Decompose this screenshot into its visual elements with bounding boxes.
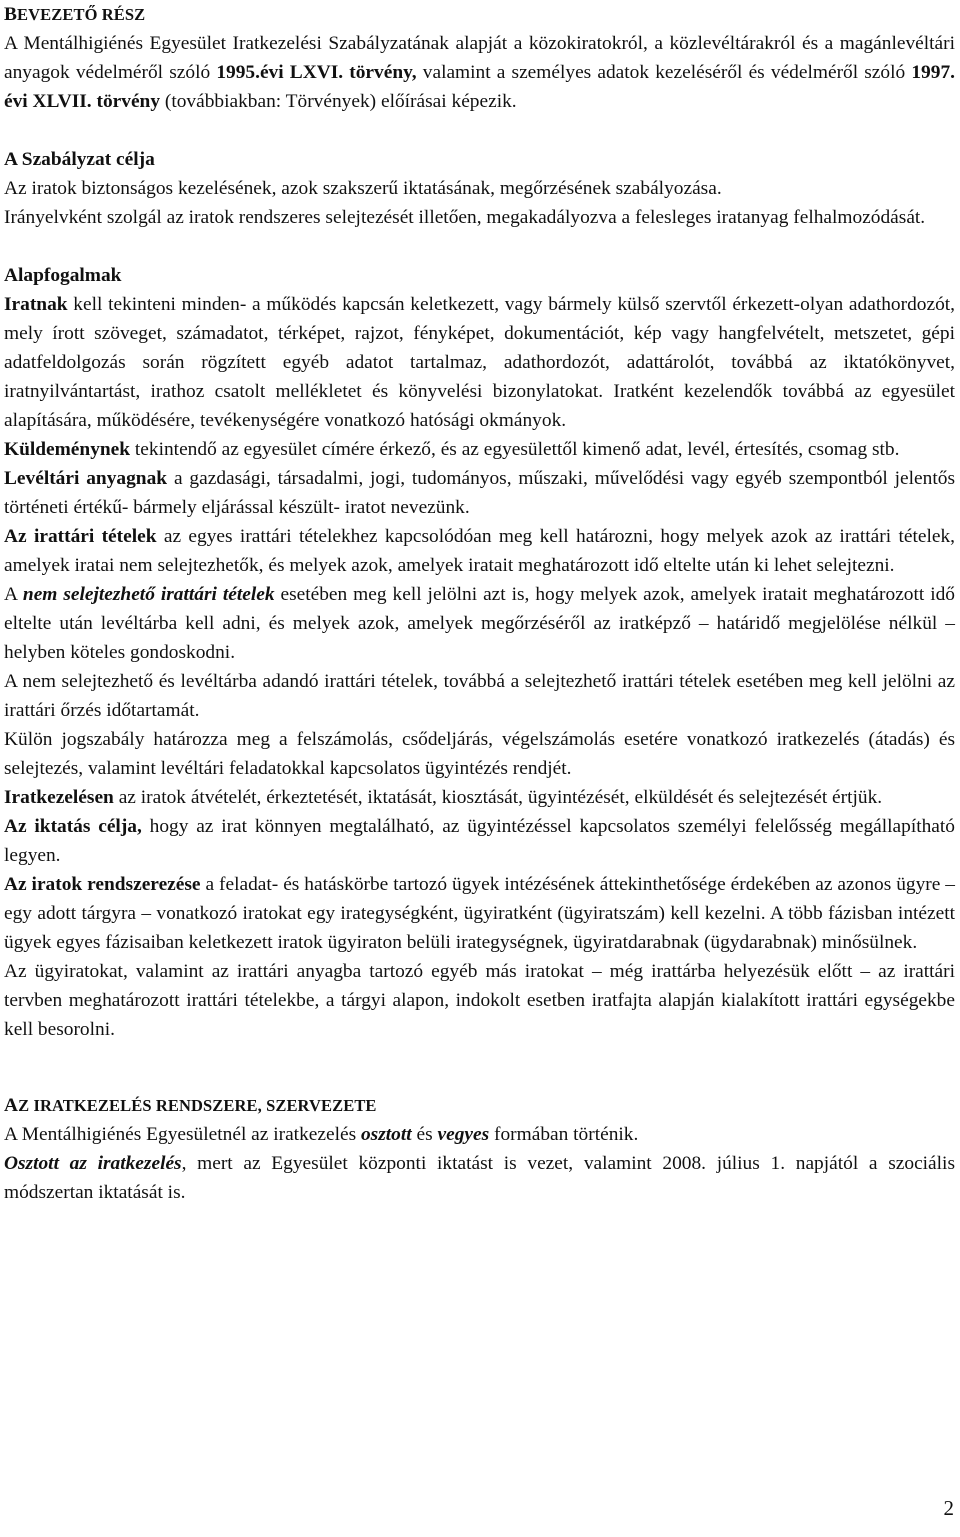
system-text-3: formában történik. [489,1124,639,1145]
concept-kuldemeny [4,435,955,464]
intro-heading-cap: B [4,4,18,25]
system-text-4: , mert az Egyesület központi iktatást is vezet, valamint 2008. július 1. napjától a szociális módszertan iktatását is. [4,1153,955,1203]
system-osztott: osztott [360,1124,412,1145]
purpose-paragraph-1: Az iratok biztonságos kezelésének, azok szakszerű iktatásának, megőrzésének szabályozása. [4,178,722,199]
system-heading [4,1091,955,1120]
concept-iratkezeles-text: az iratok átvételét, érkeztetését, iktatását, kiosztását, ügyintézését, elküldését és selejtezését értjük. [113,787,883,808]
intro-heading-rest: EVEZETŐ RÉSZ [17,5,146,24]
term-nem-selejtezheto: nem selejtezhető irattári tételek [22,584,275,605]
concept-orzes-idotartam: A nem selejtezhető és levéltárba adandó irattári tételek, továbbá a selejtezhető irattári tételek esetében meg kell jelölni az irattári őrzés időtartamát. [4,671,955,721]
term-iratnak: Iratnak [4,294,68,315]
concept-besorolas: Az ügyiratokat, valamint az irattári anyagba tartozó egyéb más iratokat – még irattárba helyezésük előtt – az irattári tervben meghatározott irattári tételekbe, a tárgyi alapon, indokolt esetben iratfajta alapján kialakított irattári egységekbe kell besorolni. [4,961,955,1040]
concept-iratkezeles [4,783,955,812]
term-iratkezelesen: Iratkezelésen [4,787,114,808]
term-leveltari-anyagnak: Levéltári anyagnak [4,468,168,489]
term-kuldemenynek: Küldeménynek [4,439,131,460]
purpose-heading [4,145,955,174]
concept-nem-selejtezheto-pre: A [4,584,23,605]
system-paragraph-2 [4,1149,955,1207]
system-heading-rest-1: Z IRATKEZELÉS RENDSZERE [18,1096,258,1115]
system-text-2: és [411,1124,438,1145]
term-iratok-rendszerezese: Az iratok rendszerezése [4,874,201,895]
spacer [4,232,955,261]
intro-text-3: (továbbiakban: Törvények) előírásai képezik. [160,91,517,112]
spacer [4,116,955,145]
intro-text-1: A Mentálhigiénés Egyesület Iratkezelési Szabályzatának alapját a közokiratokról, a közlevéltárakról és a magánlevéltári anyagok védelméről szóló [4,33,955,83]
system-heading-cap: A [4,1095,19,1116]
concept-leveltari [4,464,955,522]
concept-rendszerezes [4,870,955,957]
intro-law-2: 1997. évi XLVII. törvény [4,62,955,112]
purpose-paragraph-2: Irányelvként szolgál az iratok rendszeres selejtezését illetően, megakadályozva a felesleges iratanyag felhalmozódását. [4,207,926,228]
concepts-title: Alapfogalmak [4,265,122,286]
purpose-title: A Szabályzat célja [4,149,155,170]
concept-kuldemeny-text: tekintendő az egyesület címére érkező, és az egyesülettől kimenő adat, levél, értesítés, csomag stb. [130,439,900,460]
concept-irattari-tetelek [4,522,955,580]
concept-kulon-jogszabaly: Külön jogszabály határozza meg a felszámolás, csődeljárás, végelszámolás esetére vonatkozó iratkezelés (átadás) és selejtezés, valamint levéltári feladatokkal kapcsolatos ügyintézés rendjét. [4,729,955,779]
concept-iktatas-celja-text: hogy az irat könnyen megtalálható, az ügyintézéssel kapcsolatos személyi felelősség megállapítható legyen. [4,816,955,866]
system-heading-rest-2: SZERVEZETE [266,1096,377,1115]
system-text-1: A Mentálhigiénés Egyesületnél az iratkezelés [4,1124,361,1145]
concept-iktatas-celja [4,812,955,870]
spacer [4,1044,955,1091]
term-irattari-tetelek: Az irattári tételek [4,526,157,547]
intro-law-1: 1995.évi LXVI. törvény, [216,62,417,83]
system-heading-sep: , [257,1096,267,1115]
document-page [4,0,955,1207]
intro-paragraph [4,29,955,116]
concept-leveltari-text: a gazdasági, társadalmi, jogi, tudományos, műszaki, művelődési vagy egyéb szempontból jelentős történeti értékű- bármely eljárással készült- iratot nevezünk. [4,468,955,518]
concept-nem-selejtezheto [4,580,955,667]
concept-irat [4,290,955,435]
term-iktatas-celja: Az iktatás célja, [4,816,142,837]
concepts-heading [4,261,955,290]
concept-irat-text: kell tekinteni minden- a működés kapcsán keletkezett, vagy bármely külső szervtől érkezett-olyan adathordozót, mely írott szöveget, számadatot, térképet, rajzot, fényképet, dokumentációt, kép vagy hangfelvételt, metszetet, gépi adatfeldolgozás során rögzített egyéb adatot tartalmaz, adathordozót, adattárolót, továbbá az iktatókönyvet, iratnyilvántartást, irathoz csatolt mellékletet és könyvelési bizonylatokat. Iratként kezelendők továbbá az egyesület alapítására, működésére, tevékenységére vonatkozó hatósági okmányok. [4,294,955,431]
system-vegyes: vegyes [437,1124,490,1145]
system-osztott-iratkezeles: Osztott az iratkezelés [4,1153,182,1174]
concept-irattari-tetelek-text: az egyes irattári tételekhez kapcsolódóan meg kell határozni, hogy melyek azok az irattári tételek, amelyek iratai nem selejtezhetők, és melyek azok, amelyek iratait meghatározott idő eltelte után ki lehet selejtezni. [4,526,955,576]
intro-text-2: valamint a személyes adatok kezeléséről és védelméről szóló [416,62,912,83]
concept-rendszerezes-text: a feladat- és hatáskörbe tartozó ügyek intézésének áttekinthetősége érdekében az azonos ügyre – egy adott tárgyra – vonatkozó iratokat egy irategységként, ügyiratként (ügyiratszám) kell kezelni. A több fázisban intézett ügyek egyes fázisaiban keletkezett iratok ügyiraton belüli irategységnek, ügyiratdarabnak (ügydarabnak) minősülnek. [4,874,955,953]
concept-nem-selejtezheto-text: esetében meg kell jelölni azt is, hogy melyek azok, amelyek iratait meghatározott idő eltelte után levéltárba kell adni, és melyek azok, amelyek megőrzéséről az iratképző – határidő megjelölése nélkül – helyben köteles gondoskodni. [4,584,956,663]
system-paragraph-1 [4,1120,955,1149]
page-number: 2 [943,1496,954,1520]
intro-heading [4,0,955,29]
